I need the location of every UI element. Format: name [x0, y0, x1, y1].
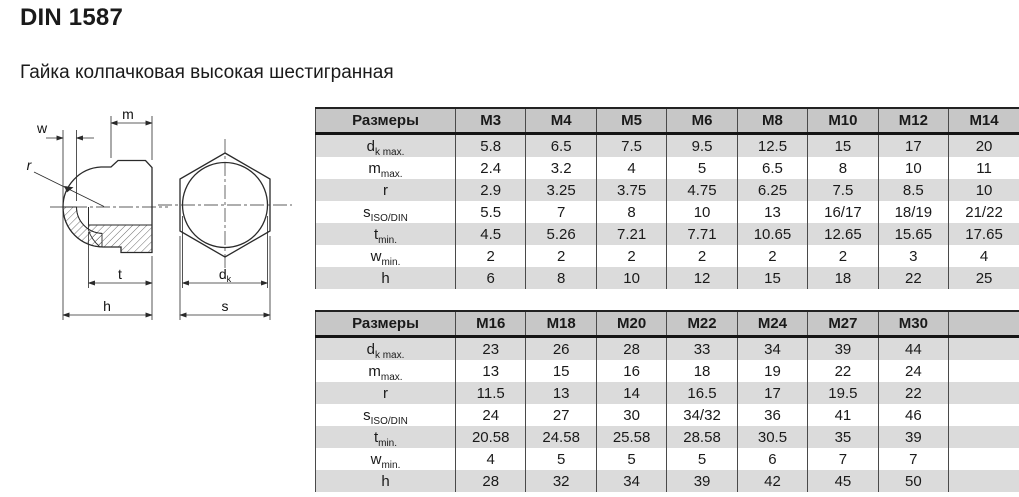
value-cell: 50 [878, 470, 948, 492]
value-cell: 15.65 [878, 223, 948, 245]
column-header-m20: M20 [596, 311, 666, 337]
column-header-m30: M30 [878, 311, 948, 337]
value-cell: 44 [878, 337, 948, 361]
table-row [316, 134, 1019, 158]
row-label-r: r [316, 382, 456, 404]
value-cell: 2 [456, 245, 526, 267]
value-cell: 23 [456, 337, 526, 361]
value-cell [949, 404, 1019, 426]
row-label-w: $w_{min.}$ [316, 448, 456, 470]
value-cell: 9.5 [667, 134, 737, 158]
value-cell: 7 [878, 448, 948, 470]
value-cell [949, 382, 1019, 404]
value-cell: 7.71 [667, 223, 737, 245]
dim-label-m: m [122, 106, 134, 122]
value-cell: 45 [808, 470, 878, 492]
value-cell: 2 [808, 245, 878, 267]
table-row [316, 382, 1019, 404]
table-row [316, 426, 1019, 448]
value-cell: 17 [737, 382, 807, 404]
section-hatch-body [89, 225, 153, 253]
value-cell: 4 [949, 245, 1019, 267]
value-cell: 16 [596, 360, 666, 382]
value-cell: 5.5 [456, 201, 526, 223]
table-row [316, 360, 1019, 382]
row-label-d: $d_{k max.}$ [316, 337, 456, 361]
column-header-m27: M27 [808, 311, 878, 337]
value-cell: 11.5 [456, 382, 526, 404]
value-cell: 42 [737, 470, 807, 492]
table-header-row [316, 108, 1019, 134]
value-cell: 27 [526, 404, 596, 426]
value-cell: 2.4 [456, 157, 526, 179]
value-cell: 25.58 [596, 426, 666, 448]
value-cell: 34 [737, 337, 807, 361]
table-row [316, 223, 1019, 245]
value-cell: 3.25 [526, 179, 596, 201]
value-cell: 8 [526, 267, 596, 289]
value-cell: 16/17 [808, 201, 878, 223]
value-cell: 28.58 [667, 426, 737, 448]
value-cell: 22 [878, 382, 948, 404]
value-cell: 41 [808, 404, 878, 426]
value-cell: 18/19 [878, 201, 948, 223]
side-view-dimensions [34, 116, 152, 320]
value-cell [949, 337, 1019, 361]
dim-label-t: t [118, 266, 122, 282]
table-header-row [316, 311, 1019, 337]
value-cell: 7 [808, 448, 878, 470]
column-header-m24: M24 [737, 311, 807, 337]
table-row [316, 157, 1019, 179]
value-cell: 16.5 [667, 382, 737, 404]
value-cell: 18 [808, 267, 878, 289]
value-cell: 30 [596, 404, 666, 426]
value-cell: 22 [808, 360, 878, 382]
value-cell: 34 [596, 470, 666, 492]
value-cell: 4 [456, 448, 526, 470]
value-cell: 3.2 [526, 157, 596, 179]
value-cell: 10 [878, 157, 948, 179]
value-cell: 39 [808, 337, 878, 361]
value-cell: 39 [667, 470, 737, 492]
table-row [316, 245, 1019, 267]
value-cell: 12 [667, 267, 737, 289]
value-cell: 11 [949, 157, 1019, 179]
value-cell: 3.75 [596, 179, 666, 201]
value-cell: 10 [596, 267, 666, 289]
value-cell: 15 [808, 134, 878, 158]
value-cell: 5.26 [526, 223, 596, 245]
value-cell: 7 [526, 201, 596, 223]
table-row [316, 404, 1019, 426]
column-header-m8: M8 [737, 108, 807, 134]
value-cell: 2 [526, 245, 596, 267]
value-cell: 18 [667, 360, 737, 382]
value-cell: 4.5 [456, 223, 526, 245]
row-label-h: h [316, 470, 456, 492]
value-cell: 15 [737, 267, 807, 289]
page-title: DIN 1587 [20, 4, 123, 31]
value-cell: 19.5 [808, 382, 878, 404]
column-header-m16: M16 [456, 311, 526, 337]
column-header-empty [949, 311, 1019, 337]
column-header-m5: M5 [596, 108, 666, 134]
value-cell: 7.21 [596, 223, 666, 245]
value-cell: 24 [456, 404, 526, 426]
column-header-m6: M6 [667, 108, 737, 134]
value-cell: 17 [878, 134, 948, 158]
dimension-table-m3-m14 [315, 107, 1019, 289]
value-cell: 30.5 [737, 426, 807, 448]
value-cell [949, 426, 1019, 448]
row-label-m: $m_{max.}$ [316, 360, 456, 382]
column-header-m18: M18 [526, 311, 596, 337]
sizes-header: Размеры [316, 108, 456, 134]
value-cell: 10.65 [737, 223, 807, 245]
table-row [316, 337, 1019, 361]
value-cell: 19 [737, 360, 807, 382]
value-cell: 28 [456, 470, 526, 492]
value-cell: 25 [949, 267, 1019, 289]
value-cell: 20.58 [456, 426, 526, 448]
dim-label-w: w [36, 120, 48, 136]
value-cell: 32 [526, 470, 596, 492]
value-cell: 5 [526, 448, 596, 470]
value-cell: 22 [878, 267, 948, 289]
row-label-w: $w_{min.}$ [316, 245, 456, 267]
value-cell: 5 [596, 448, 666, 470]
column-header-m12: M12 [878, 108, 948, 134]
dimension-table-m16-m30 [315, 310, 1019, 492]
value-cell: 6.5 [526, 134, 596, 158]
row-label-s: $s_{ISO/DIN}$ [316, 201, 456, 223]
sizes-header: Размеры [316, 311, 456, 337]
table-row [316, 448, 1019, 470]
value-cell [949, 470, 1019, 492]
value-cell: 4.75 [667, 179, 737, 201]
value-cell: 6 [737, 448, 807, 470]
dim-label-r: r [26, 157, 32, 173]
value-cell: 10 [667, 201, 737, 223]
value-cell: 5.8 [456, 134, 526, 158]
value-cell: 2 [596, 245, 666, 267]
table-row [316, 470, 1019, 492]
row-label-s: $s_{ISO/DIN}$ [316, 404, 456, 426]
row-label-d: $d_{k max.}$ [316, 134, 456, 158]
table-row [316, 179, 1019, 201]
value-cell: 20 [949, 134, 1019, 158]
value-cell: 6.5 [737, 157, 807, 179]
value-cell: 8 [808, 157, 878, 179]
hex-view-centerlines [158, 139, 292, 271]
value-cell: 28 [596, 337, 666, 361]
column-header-m4: M4 [526, 108, 596, 134]
cap-nut-technical-drawing [0, 96, 330, 341]
page-subtitle: Гайка колпачковая высокая шестигранная [20, 62, 394, 83]
value-cell: 7.5 [808, 179, 878, 201]
table-row [316, 267, 1019, 289]
value-cell: 12.65 [808, 223, 878, 245]
value-cell: 12.5 [737, 134, 807, 158]
dim-label-s: s [221, 298, 229, 314]
value-cell: 2 [737, 245, 807, 267]
value-cell: 10 [949, 179, 1019, 201]
value-cell: 4 [596, 157, 666, 179]
column-header-m3: M3 [456, 108, 526, 134]
column-header-m22: M22 [667, 311, 737, 337]
value-cell: 35 [808, 426, 878, 448]
value-cell: 14 [596, 382, 666, 404]
value-cell: 5 [667, 157, 737, 179]
value-cell: 7.5 [596, 134, 666, 158]
value-cell: 33 [667, 337, 737, 361]
row-label-r: r [316, 179, 456, 201]
value-cell: 24.58 [526, 426, 596, 448]
value-cell: 17.65 [949, 223, 1019, 245]
value-cell [949, 448, 1019, 470]
value-cell: 13 [737, 201, 807, 223]
column-header-m14: M14 [949, 108, 1019, 134]
value-cell: 5 [667, 448, 737, 470]
value-cell: 6.25 [737, 179, 807, 201]
value-cell: 24 [878, 360, 948, 382]
value-cell: 2.9 [456, 179, 526, 201]
value-cell: 13 [456, 360, 526, 382]
row-label-h: h [316, 267, 456, 289]
value-cell: 3 [878, 245, 948, 267]
value-cell: 2 [667, 245, 737, 267]
value-cell: 15 [526, 360, 596, 382]
row-label-t: $t_{min.}$ [316, 426, 456, 448]
value-cell: 13 [526, 382, 596, 404]
value-cell: 6 [456, 267, 526, 289]
value-cell: 46 [878, 404, 948, 426]
dim-label-dk: dk [218, 266, 232, 284]
value-cell: 26 [526, 337, 596, 361]
value-cell: 8.5 [878, 179, 948, 201]
table-row [316, 201, 1019, 223]
value-cell [949, 360, 1019, 382]
value-cell: 39 [878, 426, 948, 448]
value-cell: 36 [737, 404, 807, 426]
dim-label-h: h [103, 298, 111, 314]
column-header-m10: M10 [808, 108, 878, 134]
value-cell: 34/32 [667, 404, 737, 426]
value-cell: 8 [596, 201, 666, 223]
row-label-m: $m_{max.}$ [316, 157, 456, 179]
row-label-t: $t_{min.}$ [316, 223, 456, 245]
value-cell: 21/22 [949, 201, 1019, 223]
